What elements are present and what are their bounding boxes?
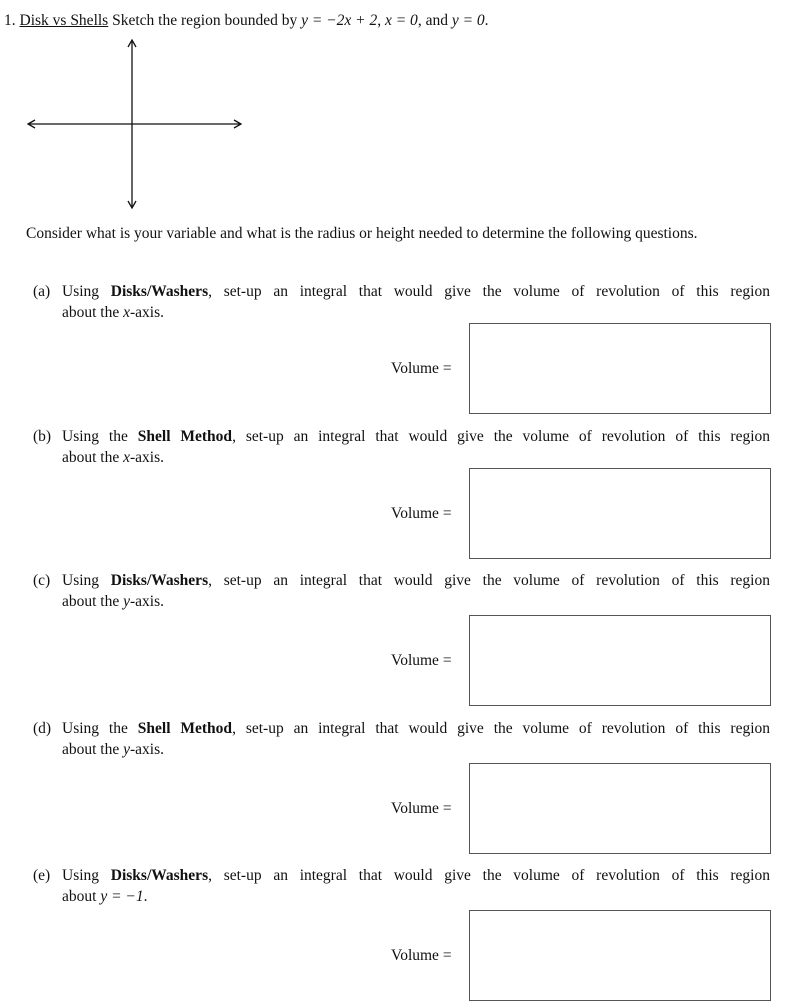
question-text: , set-up an integral that would give the volume of revolution of this region xyxy=(208,283,770,300)
question-text: , set-up an integral that would give the volume of revolution of this region xyxy=(208,867,770,884)
question-text: -axis. xyxy=(130,741,165,758)
axis-variable: y xyxy=(123,593,131,610)
question-text: Using the xyxy=(62,428,138,445)
volume-label: Volume = xyxy=(391,947,452,964)
question-text: Using the xyxy=(62,720,138,737)
question-text: about the xyxy=(62,741,124,758)
question-text: Using xyxy=(62,572,111,589)
problem-text: Sketch the region bounded by xyxy=(108,12,302,29)
method-name: Disks/Washers xyxy=(110,867,209,884)
part-label: (c) xyxy=(33,572,51,589)
period: . xyxy=(484,12,489,29)
question-text: , set-up an integral that would give the volume of revolution of this region xyxy=(232,428,771,445)
part-label: (d) xyxy=(33,720,52,737)
part-b-question xyxy=(33,426,770,468)
volume-label: Volume = xyxy=(391,505,452,522)
question-text: about the xyxy=(62,304,124,321)
part-e-question xyxy=(33,865,770,907)
answer-box-a[interactable] xyxy=(469,323,771,414)
part-label: (b) xyxy=(33,428,52,445)
question-text: about xyxy=(62,888,101,905)
sketch-axes[interactable] xyxy=(24,36,246,212)
question-text: -axis. xyxy=(130,304,165,321)
part-d-question xyxy=(33,718,770,760)
question-text: about the xyxy=(62,593,124,610)
axis-variable: x xyxy=(123,304,131,321)
problem-statement xyxy=(4,12,489,30)
volume-label: Volume = xyxy=(391,652,452,669)
answer-box-e[interactable] xyxy=(469,910,771,1001)
axis-variable: x xyxy=(123,449,131,466)
question-text: Using xyxy=(62,283,111,300)
part-a-question xyxy=(33,281,770,323)
volume-label: Volume = xyxy=(391,360,452,377)
question-text: Using xyxy=(62,867,111,884)
question-text: -axis. xyxy=(130,449,165,466)
question-text: -axis. xyxy=(130,593,165,610)
volume-label: Volume = xyxy=(391,800,452,817)
answer-box-c[interactable] xyxy=(469,615,771,706)
question-text: . xyxy=(143,888,148,905)
question-text: about the xyxy=(62,449,124,466)
question-text: , set-up an integral that would give the volume of revolution of this region xyxy=(208,572,770,589)
method-name: Shell Method xyxy=(137,720,233,737)
problem-number: 1. xyxy=(4,12,16,29)
method-name: Disks/Washers xyxy=(110,572,209,589)
part-c-question xyxy=(33,570,770,612)
instructions-paragraph: Consider what is your variable and what is the radius or height needed to determine the following questions. xyxy=(26,225,698,242)
part-label: (e) xyxy=(33,867,51,884)
separator: , xyxy=(377,12,385,29)
question-text: , set-up an integral that would give the volume of revolution of this region xyxy=(232,720,771,737)
method-name: Disks/Washers xyxy=(110,283,209,300)
answer-box-d[interactable] xyxy=(469,763,771,854)
separator: , and xyxy=(417,12,452,29)
problem-title: Disk vs Shells xyxy=(19,12,109,29)
equation-x-zero: x = 0 xyxy=(384,12,418,29)
method-name: Shell Method xyxy=(137,428,233,445)
axis-variable: y xyxy=(123,741,131,758)
axis-equation: y = −1 xyxy=(100,888,144,905)
equation-line: y = −2x + 2 xyxy=(301,12,378,29)
equation-y-zero: y = 0 xyxy=(451,12,485,29)
part-label: (a) xyxy=(33,283,51,300)
answer-box-b[interactable] xyxy=(469,468,771,559)
